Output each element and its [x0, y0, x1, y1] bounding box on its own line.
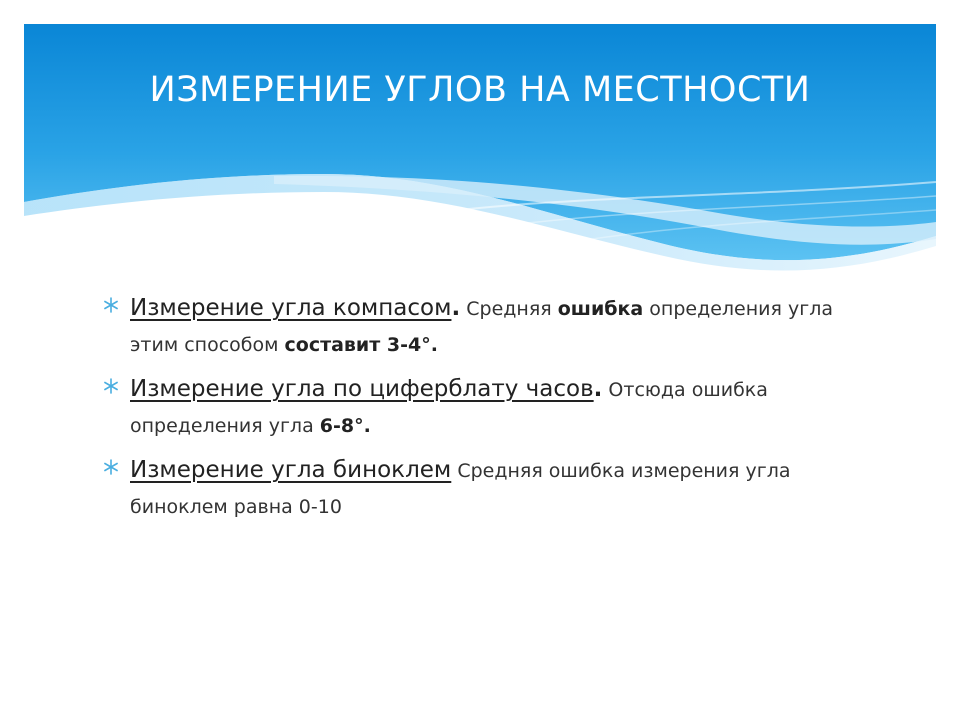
bullet-heading: Измерение угла компасом — [130, 295, 452, 321]
asterisk-bullet-icon — [102, 296, 120, 314]
bullet-list — [96, 290, 886, 533]
bullet-heading-period: . — [451, 295, 461, 321]
asterisk-bullet-icon — [102, 458, 120, 476]
asterisk-bullet-icon — [102, 377, 120, 395]
bullet-emphasis: ошибка — [557, 298, 644, 320]
list-item — [96, 452, 886, 525]
slide-title: ИЗМЕРЕНИЕ УГЛОВ НА МЕСТНОСТИ — [149, 70, 811, 110]
bullet-text: Средняя ошибка измерения угла биноклем равна 0-10 — [130, 460, 791, 518]
bullet-text: определения угла этим способом — [130, 298, 833, 356]
bullet-heading: Измерение угла биноклем — [130, 457, 452, 483]
list-item — [96, 290, 886, 363]
bullet-text: Отсюда ошибка определения угла — [130, 379, 768, 437]
header-wave-background — [24, 24, 936, 294]
bullet-emphasis: 6-8°. — [319, 415, 371, 437]
bullet-emphasis: составит 3-4°. — [284, 334, 438, 356]
list-item — [96, 371, 886, 444]
bullet-text: Средняя — [460, 298, 558, 320]
bullet-heading-period: . — [593, 376, 603, 402]
bullet-heading: Измерение угла по циферблату часов — [130, 376, 594, 402]
